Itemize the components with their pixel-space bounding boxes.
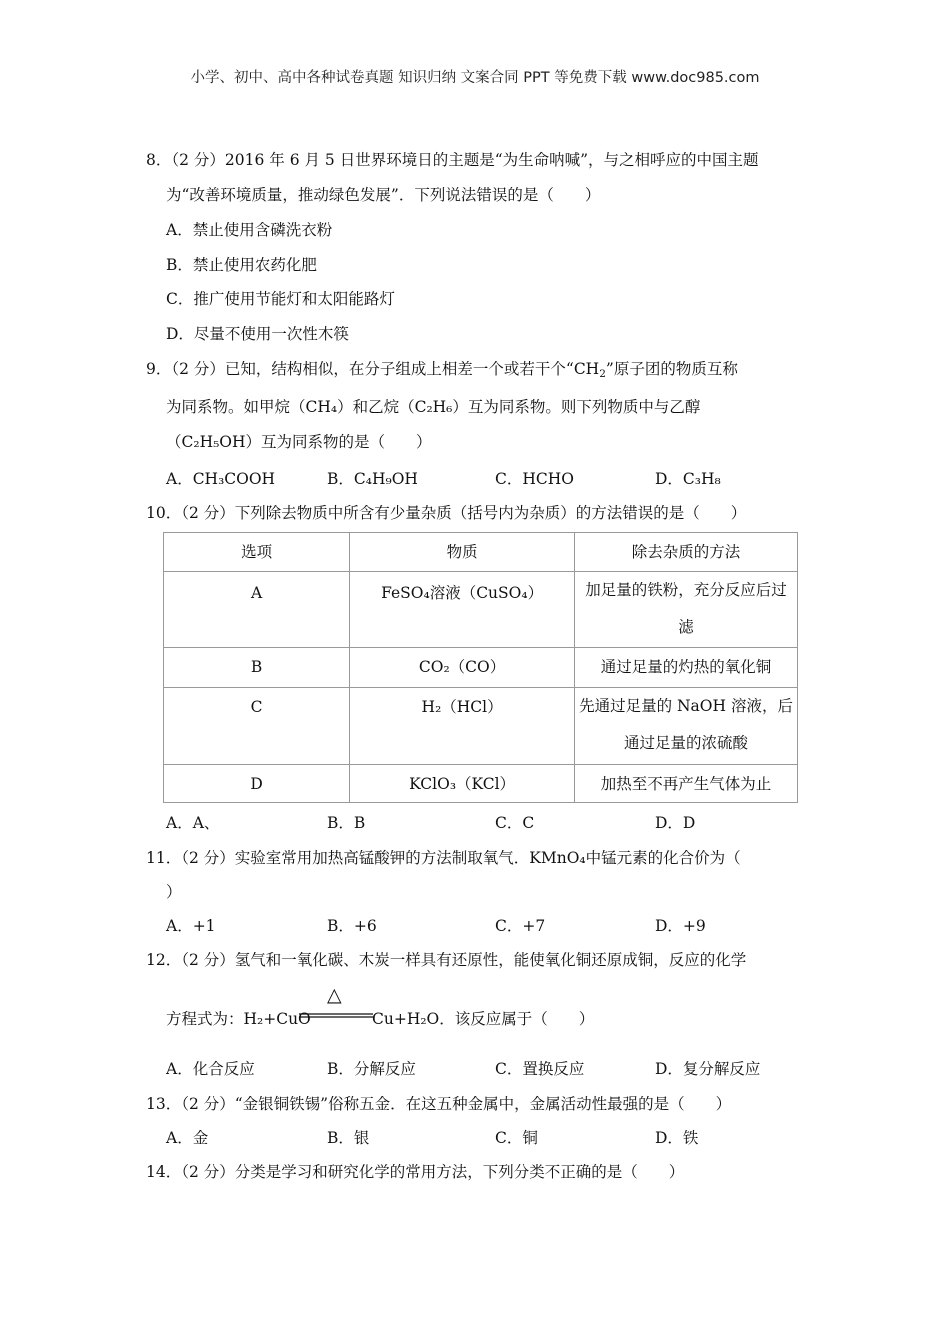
table-row [164, 688, 798, 765]
q10-option-a: A．A、 [166, 814, 220, 832]
table-header-option: 选项 [164, 533, 350, 572]
row-d-method: 加热至不再产生气体为止 [575, 765, 798, 803]
q14-stem: 14．（2 分）分类是学习和研究化学的常用方法，下列分类不正确的是（ ） [146, 1163, 685, 1181]
table-header-substance: 物质 [350, 533, 575, 572]
q12-equation-left: 方程式为：H₂+CuO [166, 1010, 311, 1028]
q13-stem: 13．（2 分）“金银铜铁锡”俗称五金．在这五种金属中，金属活动性最强的是（ ） [146, 1095, 732, 1113]
q10-option-c: C．C [495, 814, 535, 832]
row-c-method-line1: 先通过足量的 NaOH 溶液，后 [579, 697, 793, 715]
table-row [164, 765, 798, 803]
q9-option-b: B．C₄H₉OH [327, 470, 418, 488]
q11-option-b: B．+6 [327, 917, 377, 935]
q12-option-c: C．置换反应 [495, 1060, 585, 1078]
row-b-option: B [164, 648, 350, 688]
table-header-method: 除去杂质的方法 [575, 533, 798, 572]
q11-option-a: A．+1 [166, 917, 216, 935]
heat-condition-label: △ [327, 984, 342, 1006]
q12-option-b: B．分解反应 [327, 1060, 416, 1078]
q11-stem-line2: ） [166, 883, 182, 901]
row-a-method [575, 572, 798, 648]
q11-stem-line1: 11．（2 分）实验室常用加热高锰酸钾的方法制取氧气．KMnO₄中锰元素的化合价为（ [146, 849, 741, 867]
row-a-option: A [164, 572, 350, 648]
q12-stem-line1: 12．（2 分）氢气和一氧化碳、木炭一样具有还原性，能使氧化铜还原成铜，反应的化学 [146, 951, 747, 969]
q8-option-a: A．禁止使用含磷洗衣粉 [166, 221, 333, 239]
table-row [164, 648, 798, 688]
q9-option-a: A．CH₃COOH [166, 470, 276, 488]
q9-stem-line1 [146, 357, 738, 379]
q13-option-c: C．铜 [495, 1129, 538, 1147]
reaction-arrow [297, 984, 375, 1020]
q11-option-c: C．+7 [495, 917, 546, 935]
row-c-method-line2: 通过足量的浓硫酸 [624, 734, 749, 752]
row-a-method-line2: 滤 [678, 618, 694, 636]
row-c-option: C [164, 688, 350, 765]
q9-option-d: D．C₃H₈ [655, 470, 721, 488]
q13-option-b: B．银 [327, 1129, 370, 1147]
q10-option-b: B．B [327, 814, 366, 832]
row-c-substance: H₂（HCl） [350, 688, 575, 765]
row-d-substance: KClO₃（KCl） [350, 765, 575, 803]
q9-ch2-subscript: 2 [599, 368, 606, 380]
q9-stem-line1-a: 9．（2 分）已知，结构相似，在分子组成上相差一个或若干个“CH [146, 360, 600, 378]
row-c-method [575, 688, 798, 765]
q8-option-b: B．禁止使用农药化肥 [166, 256, 317, 274]
q9-option-c: C．HCHO [495, 470, 574, 488]
q8-stem-line1: 8．（2 分）2016 年 6 月 5 日世界环境日的主题是“为生命呐喊”，与之相呼应的中国主题 [146, 151, 759, 169]
q12-option-a: A．化合反应 [166, 1060, 255, 1078]
q9-stem-line3: （C₂H₅OH）互为同系物的是（ ） [166, 433, 432, 451]
q13-option-d: D．铁 [655, 1129, 699, 1147]
q11-option-d: D．+9 [655, 917, 706, 935]
q8-option-d: D．尽量不使用一次性木筷 [166, 325, 349, 343]
q9-stem-line1-b: ”原子团的物质互称 [605, 360, 738, 378]
row-a-substance: FeSO₄溶液（CuSO₄） [350, 572, 575, 648]
row-b-substance: CO₂（CO） [350, 648, 575, 688]
q13-option-a: A．金 [166, 1129, 209, 1147]
row-b-method: 通过足量的灼热的氧化铜 [575, 648, 798, 688]
q9-stem-line2: 为同系物。如甲烷（CH₄）和乙烷（C₂H₆）互为同系物。则下列物质中与乙醇 [166, 398, 701, 416]
q8-stem-line2: 为“改善环境质量，推动绿色发展”．下列说法错误的是（ ） [166, 186, 601, 204]
q12-option-d: D．复分解反应 [655, 1060, 761, 1078]
q8-option-c: C．推广使用节能灯和太阳能路灯 [166, 290, 395, 308]
table-header-row [164, 533, 798, 572]
q12-equation-right: Cu+H₂O．该反应属于（ ） [372, 1010, 595, 1028]
q10-option-d: D．D [655, 814, 696, 832]
q10-stem: 10．（2 分）下列除去物质中所含有少量杂质（括号内为杂质）的方法错误的是（ ） [146, 504, 747, 522]
table-row [164, 572, 798, 648]
page-header: 小学、初中、高中各种试卷真题 知识归纳 文案合同 PPT 等免费下载 www.doc985.com [190, 70, 760, 86]
row-a-method-line1: 加足量的铁粉，充分反应后过 [585, 581, 787, 599]
q10-table [163, 532, 798, 803]
row-d-option: D [164, 765, 350, 803]
